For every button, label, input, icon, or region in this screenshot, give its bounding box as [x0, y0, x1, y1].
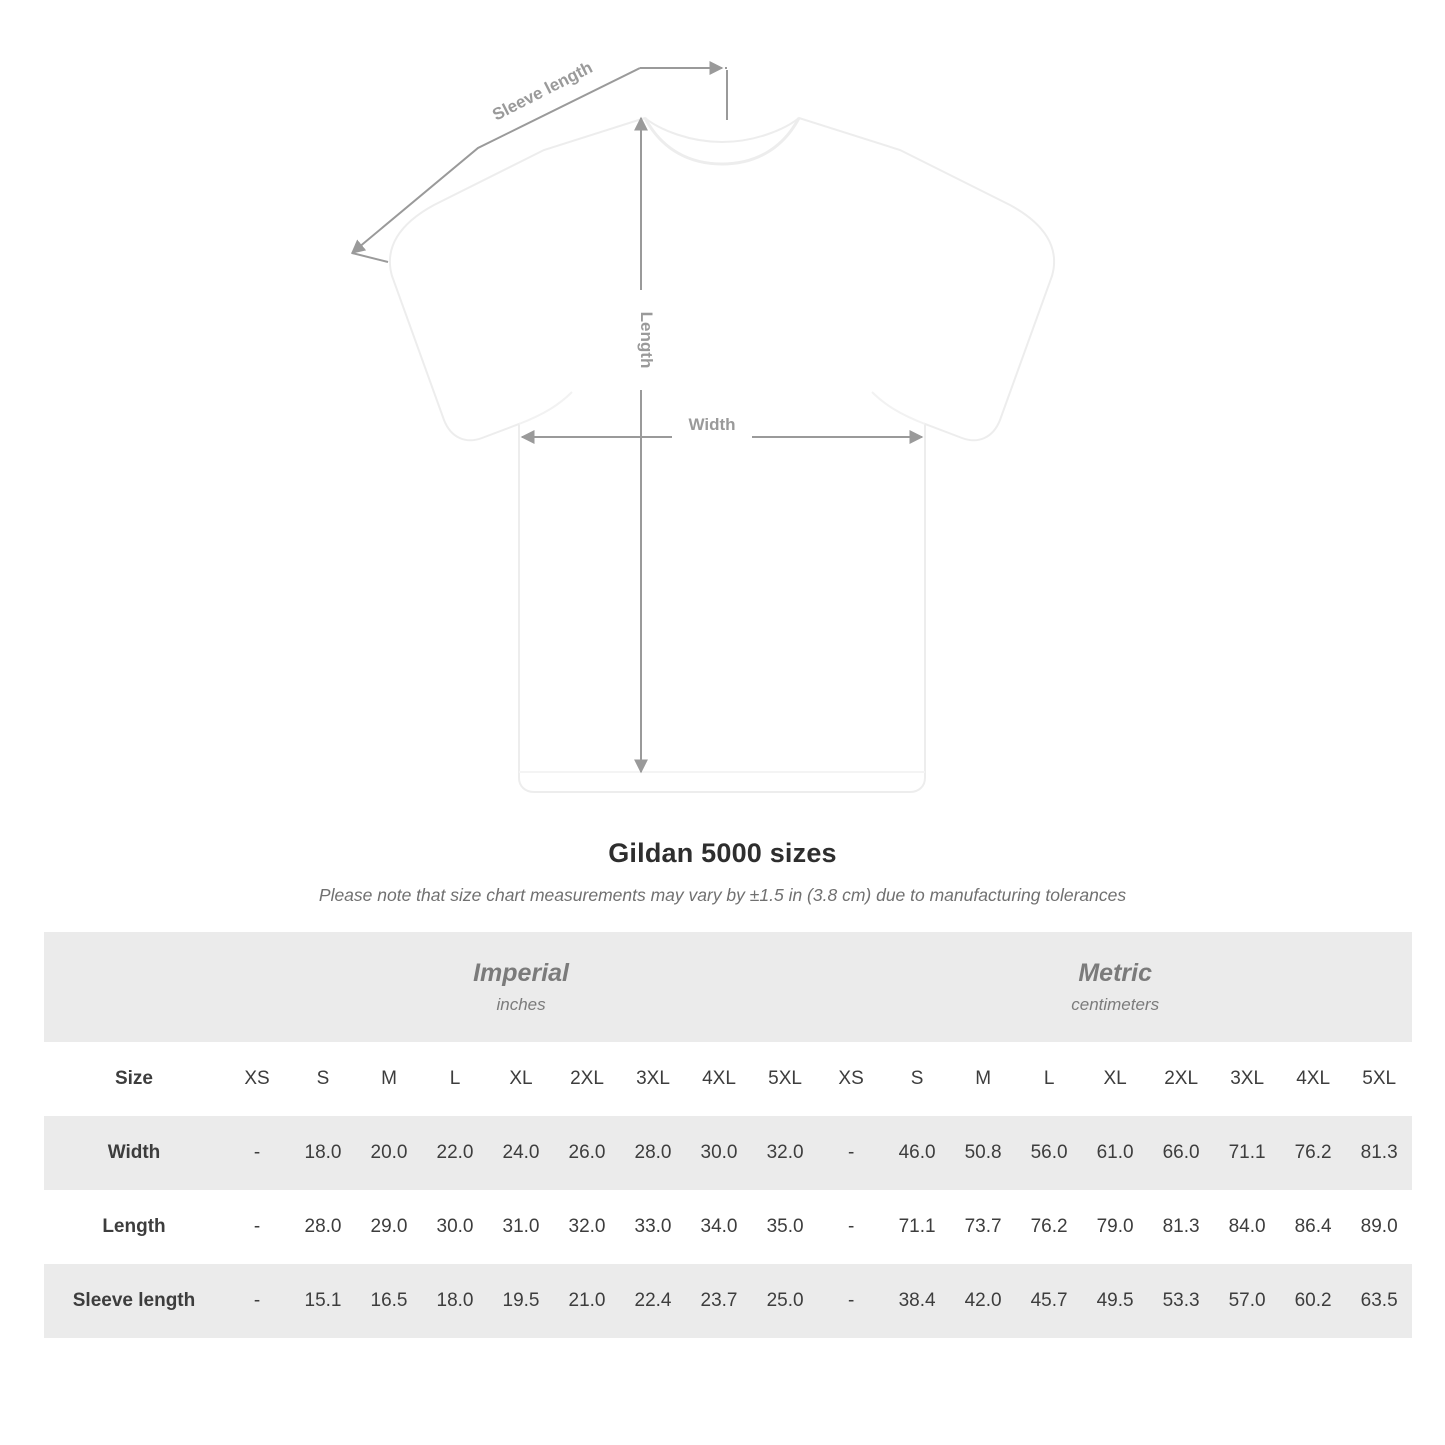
cell-width-metric-4xl: 76.2 [1280, 1116, 1346, 1190]
cell-width-metric-xs: - [818, 1116, 884, 1190]
cell-sleeve-imperial-5xl: 25.0 [752, 1264, 818, 1338]
cell-width-metric-5xl: 81.3 [1346, 1116, 1412, 1190]
cell-length-metric-l: 76.2 [1016, 1190, 1082, 1264]
cell-sleeve-imperial-4xl: 23.7 [686, 1264, 752, 1338]
cell-sleeve-imperial-2xl: 21.0 [554, 1264, 620, 1338]
cell-length-metric-5xl: 89.0 [1346, 1190, 1412, 1264]
size-header-imperial-2xl: 2XL [554, 1042, 620, 1116]
cell-length-imperial-xl: 31.0 [488, 1190, 554, 1264]
cell-length-imperial-2xl: 32.0 [554, 1190, 620, 1264]
size-table-wrap [44, 932, 1401, 1338]
cell-sleeve-metric-s: 38.4 [884, 1264, 950, 1338]
tshirt-shape [390, 118, 1054, 792]
size-header-imperial-3xl: 3XL [620, 1042, 686, 1116]
unit-group-metric-sub: centimeters [1071, 995, 1160, 1014]
cell-length-metric-xl: 79.0 [1082, 1190, 1148, 1264]
row-label-length: Length [44, 1190, 224, 1264]
cell-sleeve-metric-xs: - [818, 1264, 884, 1338]
size-header-imperial-l: L [422, 1042, 488, 1116]
cell-length-imperial-xs: - [224, 1190, 290, 1264]
cell-sleeve-metric-2xl: 53.3 [1148, 1264, 1214, 1338]
cell-sleeve-metric-5xl: 63.5 [1346, 1264, 1412, 1338]
cell-width-imperial-5xl: 32.0 [752, 1116, 818, 1190]
tolerance-note: Please note that size chart measurements may vary by ±1.5 in (3.8 cm) due to manufacturing tolerances [318, 885, 1127, 905]
cell-sleeve-imperial-3xl: 22.4 [620, 1264, 686, 1338]
length-dimension-label: Length [637, 311, 656, 369]
size-header-label: Size [44, 1042, 224, 1116]
cell-length-imperial-4xl: 34.0 [686, 1190, 752, 1264]
unit-group-metric [818, 932, 1412, 1042]
size-header-imperial-m: M [356, 1042, 422, 1116]
cell-sleeve-imperial-l: 18.0 [422, 1264, 488, 1338]
page-title: Gildan 5000 sizes [608, 838, 837, 868]
sleeve-length-dimension-label: Sleeve length [489, 57, 596, 125]
cell-width-metric-2xl: 66.0 [1148, 1116, 1214, 1190]
size-header-metric-s: S [884, 1042, 950, 1116]
size-header-imperial-4xl: 4XL [686, 1042, 752, 1116]
cell-width-metric-3xl: 71.1 [1214, 1116, 1280, 1190]
table-row [44, 1264, 1412, 1338]
table-row [44, 1190, 1412, 1264]
size-table [44, 932, 1412, 1338]
cell-length-metric-s: 71.1 [884, 1190, 950, 1264]
cell-width-imperial-2xl: 26.0 [554, 1116, 620, 1190]
cell-width-metric-xl: 61.0 [1082, 1116, 1148, 1190]
unit-group-metric-name: Metric [1078, 959, 1152, 987]
cell-sleeve-metric-m: 42.0 [950, 1264, 1016, 1338]
cell-width-imperial-l: 22.0 [422, 1116, 488, 1190]
cell-length-imperial-l: 30.0 [422, 1190, 488, 1264]
cell-sleeve-metric-l: 45.7 [1016, 1264, 1082, 1338]
cell-length-metric-m: 73.7 [950, 1190, 1016, 1264]
size-header-metric-xs: XS [818, 1042, 884, 1116]
cell-length-imperial-m: 29.0 [356, 1190, 422, 1264]
size-header-metric-5xl: 5XL [1346, 1042, 1412, 1116]
size-header-metric-4xl: 4XL [1280, 1042, 1346, 1116]
cell-length-metric-xs: - [818, 1190, 884, 1264]
cell-sleeve-metric-3xl: 57.0 [1214, 1264, 1280, 1338]
cell-sleeve-imperial-m: 16.5 [356, 1264, 422, 1338]
size-header-metric-xl: XL [1082, 1042, 1148, 1116]
table-row [44, 1116, 1412, 1190]
size-header-row [44, 1042, 1412, 1116]
cell-width-metric-l: 56.0 [1016, 1116, 1082, 1190]
title-block [0, 838, 1445, 906]
cell-sleeve-imperial-xs: - [224, 1264, 290, 1338]
cell-width-imperial-4xl: 30.0 [686, 1116, 752, 1190]
cell-sleeve-imperial-xl: 19.5 [488, 1264, 554, 1338]
size-header-metric-m: M [950, 1042, 1016, 1116]
size-header-imperial-s: S [290, 1042, 356, 1116]
cell-sleeve-imperial-s: 15.1 [290, 1264, 356, 1338]
cell-width-imperial-xl: 24.0 [488, 1116, 554, 1190]
cell-width-metric-m: 50.8 [950, 1116, 1016, 1190]
row-label-width: Width [44, 1116, 224, 1190]
size-header-metric-l: L [1016, 1042, 1082, 1116]
unit-group-imperial-sub: inches [496, 995, 546, 1014]
size-header-imperial-xs: XS [224, 1042, 290, 1116]
unit-header-spacer [44, 932, 224, 1042]
cell-width-imperial-s: 18.0 [290, 1116, 356, 1190]
unit-group-imperial-name: Imperial [473, 959, 569, 987]
cell-width-imperial-m: 20.0 [356, 1116, 422, 1190]
size-header-imperial-5xl: 5XL [752, 1042, 818, 1116]
width-dimension-label: Width [688, 415, 736, 434]
unit-header-row [44, 932, 1412, 1042]
cell-width-imperial-3xl: 28.0 [620, 1116, 686, 1190]
cell-length-metric-4xl: 86.4 [1280, 1190, 1346, 1264]
cell-width-metric-s: 46.0 [884, 1116, 950, 1190]
cell-sleeve-metric-xl: 49.5 [1082, 1264, 1148, 1338]
unit-group-imperial [224, 932, 818, 1042]
cell-sleeve-metric-4xl: 60.2 [1280, 1264, 1346, 1338]
cell-length-metric-3xl: 84.0 [1214, 1190, 1280, 1264]
cell-length-imperial-5xl: 35.0 [752, 1190, 818, 1264]
size-header-metric-3xl: 3XL [1214, 1042, 1280, 1116]
cell-length-imperial-s: 28.0 [290, 1190, 356, 1264]
cell-width-imperial-xs: - [224, 1116, 290, 1190]
size-header-imperial-xl: XL [488, 1042, 554, 1116]
size-header-metric-2xl: 2XL [1148, 1042, 1214, 1116]
cell-length-metric-2xl: 81.3 [1148, 1190, 1214, 1264]
cell-length-imperial-3xl: 33.0 [620, 1190, 686, 1264]
row-label-sleeve-length: Sleeve length [44, 1264, 224, 1338]
